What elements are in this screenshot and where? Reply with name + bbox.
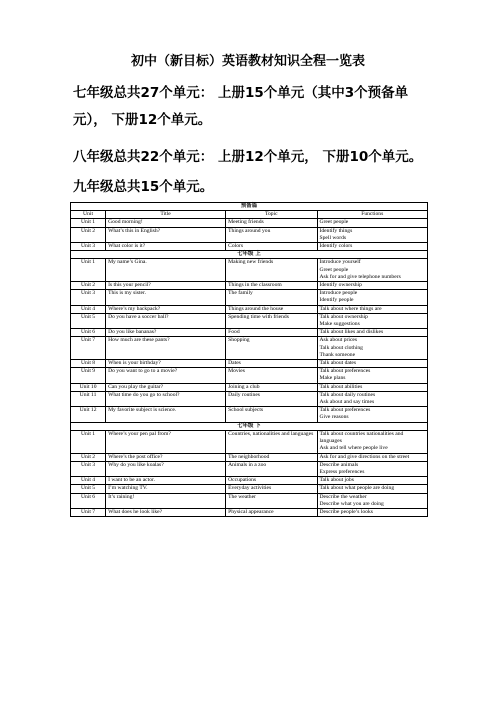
functions-cell [317,407,428,422]
functions-cell [317,243,428,251]
unit-cell: Unit 4 [71,305,106,313]
functions-cell [317,282,428,290]
functions-cell [317,493,428,508]
functions-cell [317,337,428,360]
functions-cell [317,305,428,313]
topic-cell: Things around the house [226,305,317,313]
functions-cell [317,219,428,227]
title-cell: Is this your pencil? [106,282,226,290]
topic-cell: Colors [226,243,317,251]
section-title: 七年级 上 [71,251,428,259]
title-cell: It’s raining! [106,493,226,508]
title-header: Title [106,211,226,219]
title-cell: What’s this in English? [106,227,226,242]
table-row [71,259,428,282]
function-line: Talk about daily routines [319,391,376,398]
title-cell: Do you have a soccer ball? [106,313,226,328]
function-line: Thank someone [319,351,356,358]
topic-cell: Occupations [226,477,317,485]
table-row [71,453,428,461]
title-cell: What color is it? [106,243,226,251]
unit-cell: Unit 9 [71,368,106,383]
title-cell: Do you like bananas? [106,329,226,337]
functions-cell [317,391,428,406]
topic-cell: Things in the classroom [226,282,317,290]
title-cell: This is my sister. [106,290,226,305]
functions-cell [317,383,428,391]
function-line: Describe animals [319,461,359,468]
section-title: 预备篇 [71,203,428,211]
function-line: Give reasons [319,414,349,421]
function-line: Talk about what people are doing [319,485,395,492]
table-row [71,227,428,242]
table-row [71,243,428,251]
column-header-row [71,211,428,219]
function-line: Identify people [319,297,354,304]
topic-cell: The family [226,290,317,305]
table-row [71,329,428,337]
function-line: Identify ownership [319,282,362,289]
unit-cell: Unit 12 [71,407,106,422]
function-line: Ask for and give directions on the street [319,453,410,460]
title-cell: My favorite subject is science. [106,407,226,422]
topic-cell: Dates [226,360,317,368]
title-cell: When is your birthday? [106,360,226,368]
topic-cell: Physical appearance [226,508,317,516]
topic-cell: The weather [226,493,317,508]
functions-cell [317,227,428,242]
function-line: Talk about preferences [319,368,371,375]
functions-header: Functions [317,211,428,219]
title-cell: Good morning! [106,219,226,227]
unit-cell: Unit 5 [71,485,106,493]
section-title: 七年级 下 [71,422,428,430]
function-line: Describe people’s looks [319,508,373,515]
topic-header: Topic [226,211,317,219]
title-cell: Do you want to go to a movie? [106,368,226,383]
section-header-row [71,422,428,430]
topic-cell: Making new friends [226,259,317,282]
function-line: Express preferences [319,468,365,475]
table-row [71,461,428,476]
unit-cell: Unit 3 [71,461,106,476]
table-row [71,282,428,290]
section-header-row [71,251,428,259]
function-line: Identify colors [319,243,353,250]
function-line: Talk about dates [319,360,357,367]
topic-cell: Spending time with friends [226,313,317,328]
topic-cell: Food [226,329,317,337]
function-line: Describe the weather [319,493,367,500]
unit-cell: Unit 11 [71,391,106,406]
title-cell: I’m watching TV. [106,485,226,493]
function-line: Talk about preferences [319,407,371,414]
function-line: Introduce yourself [319,259,361,266]
unit-header: Unit [71,211,106,219]
functions-cell [317,329,428,337]
topic-cell: Daily routines [226,391,317,406]
functions-cell [317,313,428,328]
unit-cell: Unit 2 [71,227,106,242]
unit-cell: Unit 1 [71,219,106,227]
function-line: Talk about jobs [319,477,354,484]
title-cell: What time do you go to school? [106,391,226,406]
functions-cell [317,477,428,485]
unit-cell: Unit 7 [71,508,106,516]
functions-cell [317,453,428,461]
unit-cell: Unit 6 [71,493,106,508]
unit-cell: Unit 4 [71,477,106,485]
function-line: Greet people [319,219,349,226]
function-line: Ask and tell where people live [319,445,388,452]
unit-cell: Unit 6 [71,329,106,337]
functions-cell [317,461,428,476]
topic-cell: Animals in a zoo [226,461,317,476]
unit-cell: Unit 2 [71,453,106,461]
title-cell: Where’s your pen pal from? [106,430,226,453]
title-cell: Can you play the guitar? [106,383,226,391]
unit-cell: Unit 10 [71,383,106,391]
table-row [71,313,428,328]
topic-cell: School subjects [226,407,317,422]
function-line: Talk about likes and dislikes [319,329,384,336]
functions-cell [317,290,428,305]
table-row [71,360,428,368]
functions-cell [317,430,428,453]
function-line: Talk about abilities [319,383,363,390]
topic-cell: Countries, nationalities and languages [226,430,317,453]
unit-cell: Unit 2 [71,282,106,290]
function-line: Talk about clothing [319,344,363,351]
function-line: Talk about countries nationalities and languages [319,430,404,445]
unit-cell: Unit 8 [71,360,106,368]
title-cell: What does he look like? [106,508,226,516]
title-cell: How much are these pants? [106,337,226,360]
grade8-summary: 八年级总共22个单元： 上册12个单元， 下册10个单元。 [73,149,423,165]
topic-cell: Joining a club [226,383,317,391]
function-line: Ask for and give telephone numbers [319,273,401,280]
unit-cell: Unit 5 [71,313,106,328]
topic-cell: Movies [226,368,317,383]
table-row [71,290,428,305]
function-line: Talk about ownership [319,313,368,320]
functions-cell [317,368,428,383]
topic-cell: Shopping [226,337,317,360]
table-row [71,477,428,485]
title-cell: Where’s the post office? [106,453,226,461]
functions-cell [317,259,428,282]
functions-cell [317,360,428,368]
function-line: Introduce people [319,290,358,297]
table-row [71,391,428,406]
curriculum-table [70,202,428,517]
table-row [71,508,428,516]
table-row [71,493,428,508]
unit-cell: Unit 7 [71,337,106,360]
title-cell: Where’s my backpack? [106,305,226,313]
unit-cell: Unit 1 [71,259,106,282]
table-row [71,337,428,360]
title-cell: I want to be an actor. [106,477,226,485]
section-header-row [71,203,428,211]
function-line: Ask about and say times [319,399,375,406]
grade7-summary: 七年级总共27个单元： 上册15个单元（其中3个预备单元）， 下册12个单元。 [73,85,409,128]
function-line: Describe what you are doing [319,500,384,507]
topic-cell: The neighborhood [226,453,317,461]
table-row [71,219,428,227]
table-row [71,368,428,383]
table-row [71,407,428,422]
function-line: Spell words [319,234,347,241]
table-row [71,430,428,453]
unit-cell: Unit 3 [71,243,106,251]
function-line: Ask about prices [319,337,358,344]
function-line: Greet people [319,266,349,273]
function-line: Make suggestions [319,321,360,328]
function-line: Identify things [319,227,353,234]
grade9-summary: 九年级总共15个单元。 [73,179,214,195]
topic-cell: Meeting friends [226,219,317,227]
title-cell: My name’s Gina. [106,259,226,282]
table-row [71,383,428,391]
function-line: Talk about where things are [319,305,382,312]
function-line: Make plans [319,375,346,382]
functions-cell [317,485,428,493]
unit-cell: Unit 1 [71,430,106,453]
table-row [71,485,428,493]
title-cell: Why do you like koalas? [106,461,226,476]
document-title: 初中（新目标）英语教材知识全程一览表 [130,54,365,69]
topic-cell: Everyday activities [226,485,317,493]
topic-cell: Things around you [226,227,317,242]
table-row [71,305,428,313]
functions-cell [317,508,428,516]
unit-cell: Unit 3 [71,290,106,305]
